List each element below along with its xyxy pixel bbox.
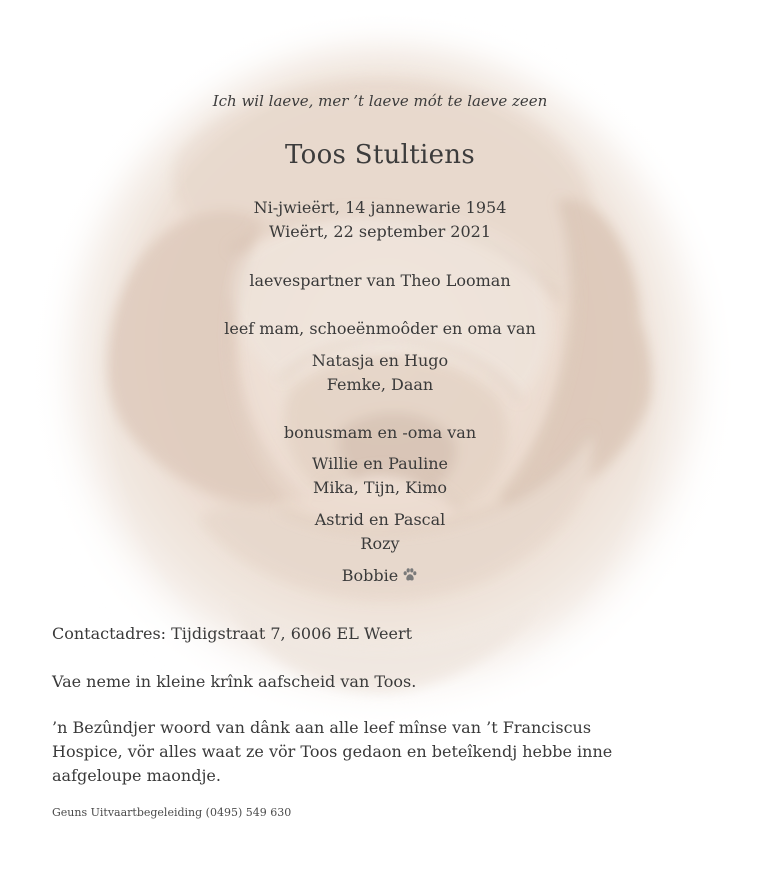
motto: Ich wil laeve, mer ’t laeve mót te laeve zeen bbox=[212, 92, 548, 110]
deceased-name: Toos Stultiens bbox=[285, 140, 475, 170]
thanks-line: ’n Bezûndjer woord van dânk aan alle leef mînse van ’t Franciscus bbox=[52, 718, 592, 737]
pet-name: Bobbie bbox=[341, 566, 399, 585]
family-member: Natasja en Hugo bbox=[311, 351, 449, 370]
contact-address: Contactadres: Tijdigstraat 7, 6006 EL Weert bbox=[52, 624, 413, 643]
farewell-note: Vae neme in kleine krînk aafscheid van Toos. bbox=[52, 672, 417, 691]
bonus-family-member: Rozy bbox=[360, 534, 400, 553]
pet-line bbox=[0, 566, 760, 587]
birth-line: Ni-jwieërt, 14 jannewarie 1954 bbox=[253, 198, 507, 217]
thanks-line: Hospice, vör alles waat ze vör Toos gedaon en beteîkendj hebbe inne bbox=[52, 742, 613, 761]
death-line: Wieërt, 22 september 2021 bbox=[268, 222, 492, 241]
thanks-line: aafgeloupe maondje. bbox=[52, 766, 221, 785]
thanks-paragraph bbox=[52, 716, 612, 788]
paw-icon bbox=[402, 567, 418, 587]
bonus-family-member: Astrid en Pascal bbox=[314, 510, 446, 529]
bonus-family-member: Mika, Tijn, Kimo bbox=[312, 478, 447, 497]
undertaker-credit: Geuns Uitvaartbegeleiding (0495) 549 630 bbox=[52, 806, 292, 819]
bonus-intro: bonusmam en -oma van bbox=[283, 423, 477, 442]
partner-line: laevespartner van Theo Looman bbox=[249, 271, 511, 290]
family-member: Femke, Daan bbox=[326, 375, 434, 394]
bonus-family-member: Willie en Pauline bbox=[312, 454, 448, 473]
family-intro: leef mam, schoeënmoôder en oma van bbox=[224, 319, 536, 338]
